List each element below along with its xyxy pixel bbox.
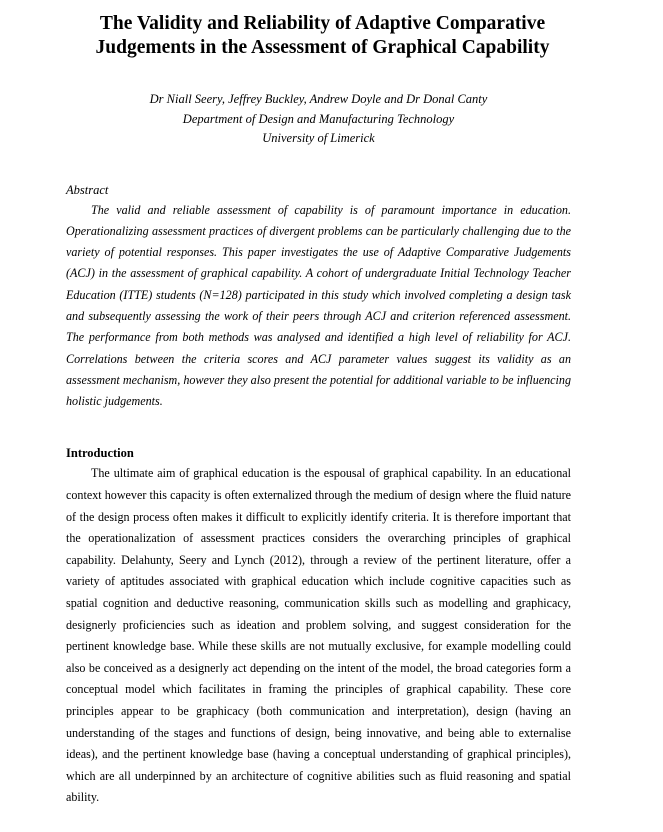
author-department: Department of Design and Manufacturing Technology [182, 111, 455, 126]
paper-title [66, 12, 579, 60]
paper-title-line-2: Judgements in the Assessment of Graphical Capability [95, 37, 550, 58]
author-block [66, 90, 571, 149]
introduction-heading: Introduction [66, 446, 134, 461]
paper-title-line-1: The Validity and Reliability of Adaptive Comparative [99, 13, 546, 34]
introduction-body: The ultimate aim of graphical education is the espousal of graphical capability. In an educational context however this capacity is often externalized through the medium of design where the fluid nature of the design process often makes it difficult to explicitly identify criteria. It is therefore important that the operationalization of assessment practices considers the overarching principles of graphical capability. Delahunty, Seery and Lynch (2012), through a review of the pertinent literature, offer a variety of aptitudes associated with graphical education which include cognitive capacities such as spatial cognition and deductive reasoning, communication skills such as modelling and graphicacy, designerly proficiencies such as ideation and problem solving, and suggest consideration for the pertinent knowledge base. While these skills are not mutually exclusive, for example modelling could also be conceived as a designerly act depending on the intent of the model, the broad categories form a conceptual model which facilitates in framing the principles of graphical capability. These core principles appear to be graphicacy (both communication and interpretation), design (having an understanding of the stages and functions of design, being innovative, and being able to externalise ideas), and the pertinent knowledge base (having a conceptual understanding of graphical principles), which are all underpinned by an architecture of cognitive abilities such as fluid reasoning and spatial ability. [66, 466, 571, 805]
author-university: University of Limerick [262, 131, 375, 145]
author-names: Dr Niall Seery, Jeffrey Buckley, Andrew Doyle and Dr Donal Canty [149, 92, 488, 106]
abstract-heading: Abstract [66, 182, 109, 197]
abstract-body: The valid and reliable assessment of capability is of paramount importance in education. Operationalizing assessment practices of divergent problems can be particularly challenging due to the variety of potential responses. This paper investigates the use of Adaptive Comparative Judgements (ACJ) in the assessment of graphical capability. A cohort of undergraduate Initial Technology Teacher Education (ITTE) students (N=128) participated in this study which involved completing a design task and subsequently assessing the work of their peers through ACJ and criterion referenced assessment. The performance from both methods was analysed and identified a high level of reliability for ACJ. Correlations between the criteria scores and ACJ parameter values suggest its validity as an assessment mechanism, however they also present the potential for additional variable to be influencing holistic judgements. [66, 202, 571, 409]
